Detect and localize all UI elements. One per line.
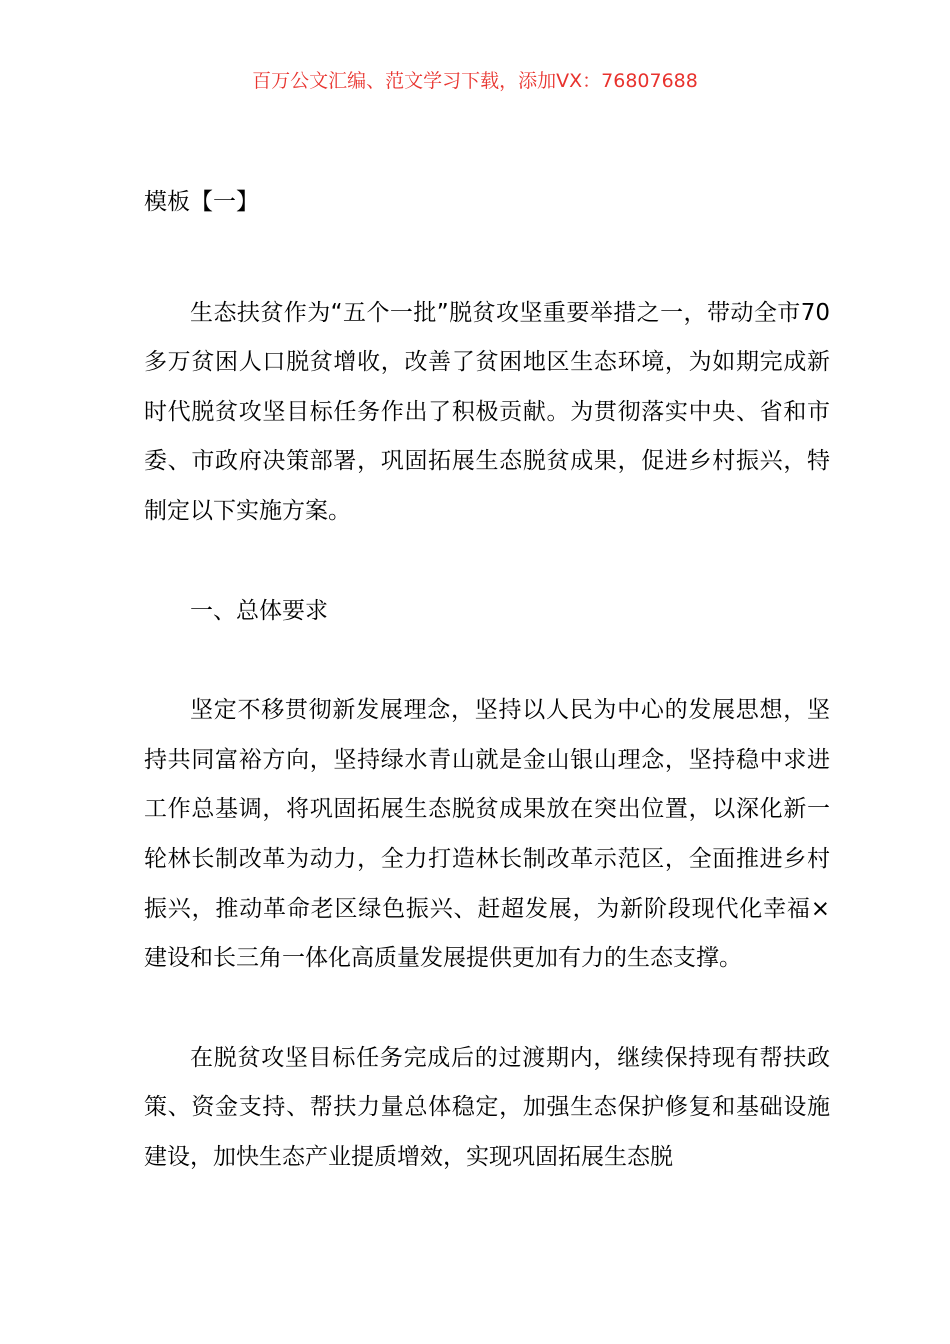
intro-paragraph: 生态扶贫作为“五个一批”脱贫攻坚重要举措之一，带动全市70多万贫困人口脱贫增收，改善了贫困地区生态环境，为如期完成新时代脱贫攻坚目标任务作出了积极贡献。为贯彻落实中央、省和市委、市政府决策部署，巩固拓展生态脱贫成果，促进乡村振兴，特制定以下实施方案。 bbox=[144, 299, 830, 524]
document-body bbox=[144, 178, 830, 1183]
document-title: 模板【一】 bbox=[144, 189, 259, 215]
body-paragraph: 坚定不移贯彻新发展理念，坚持以人民为中心的发展思想，坚持共同富裕方向，坚持绿水青山就是金山银山理念，坚持稳中求进工作总基调，将巩固拓展生态脱贫成果放在突出位置，以深化新一轮林长制改革为动力，全力打造林长制改革示范区，全面推进乡村振兴，推动革命老区绿色振兴、赶超发展，为新阶段现代化幸福×建设和长三角一体化高质量发展提供更加有力的生态支撑。 bbox=[144, 697, 830, 972]
body-paragraph: 在脱贫攻坚目标任务完成后的过渡期内，继续保持现有帮扶政策、资金支持、帮扶力量总体稳定，加强生态保护修复和基础设施建设，加快生态产业提质增效，实现巩固拓展生态脱 bbox=[144, 1044, 830, 1170]
section-heading: 一、总体要求 bbox=[190, 597, 328, 624]
watermark-header: 百万公文汇编、范文学习下载，添加VX：76807688 bbox=[252, 70, 698, 92]
